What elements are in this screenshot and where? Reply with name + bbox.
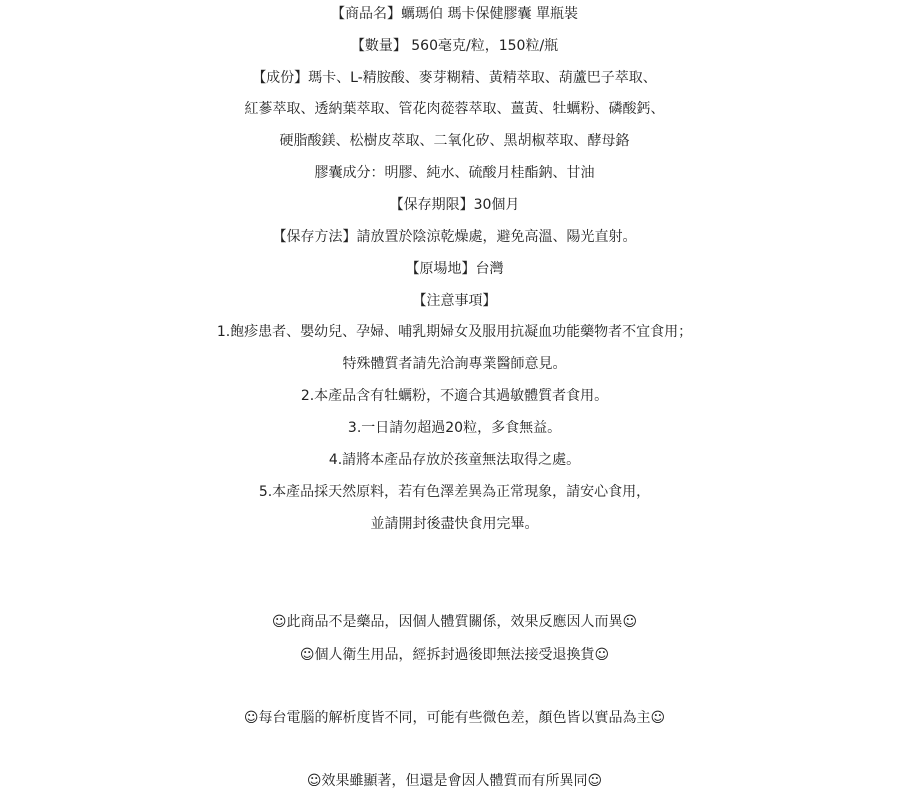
note-item: 2.本產品含有牡蠣粉，不適合其過敏體質者食用。 <box>300 388 609 404</box>
notes-heading: 【注意事項】 <box>412 293 497 309</box>
note-item: 1.飽疹患者、嬰幼兒、孕婦、哺乳期婦女及服用抗凝血功能藥物者不宜食用； <box>216 324 693 340</box>
note-item: 特殊體質者請先洽詢專業醫師意見。 <box>342 356 567 372</box>
ingredients-line-3: 硬脂酸鎂、松樹皮萃取、二氧化矽、黑胡椒萃取、酵母鉻 <box>279 133 630 149</box>
disclaimer-not-medicine: ☺此商品不是藥品，因個人體質關係，效果反應因人而異☺ <box>271 614 638 630</box>
disclaimer-no-returns: ☺個人衛生用品，經拆封過後即無法接受退換貨☺ <box>299 647 610 663</box>
disclaimer-color-difference: ☺每台電腦的解析度皆不同，可能有些微色差，顏色皆以實品為主☺ <box>243 710 666 726</box>
capsule-ingredients-line: 膠囊成分：明膠、純水、硫酸月桂酯鈉、甘油 <box>314 165 595 181</box>
ingredients-line-1: 【成份】瑪卡、L-精胺酸、麥芽糊精、黃精萃取、葫蘆巴子萃取、 <box>252 70 657 86</box>
note-item: 3.一日請勿超過20粒，多食無益。 <box>347 420 562 436</box>
shelf-life-line: 【保存期限】30個月 <box>389 197 520 213</box>
quantity-line: 【數量】 560毫克/粒，150粒/瓶 <box>350 38 559 54</box>
origin-line: 【原場地】台灣 <box>405 261 504 277</box>
storage-method-line: 【保存方法】請放置於陰涼乾燥處，避免高溫、陽光直射。 <box>272 229 637 245</box>
ingredients-line-2: 紅蔘萃取、透納葉萃取、管花肉蓯蓉萃取、薑黃、牡蠣粉、磷酸鈣、 <box>244 101 665 117</box>
disclaimer-effect-varies: ☺效果雖顯著，但還是會因人體質而有所異同☺ <box>306 773 603 789</box>
note-item: 並請開封後盡快食用完畢。 <box>370 516 539 532</box>
note-item: 5.本產品採天然原料，若有色澤差異為正常現象，請安心食用， <box>258 484 651 500</box>
note-item: 4.請將本產品存放於孩童無法取得之處。 <box>328 452 581 468</box>
product-name-line: 【商品名】蠣瑪伯 瑪卡保健膠囊 單瓶裝 <box>331 6 578 22</box>
